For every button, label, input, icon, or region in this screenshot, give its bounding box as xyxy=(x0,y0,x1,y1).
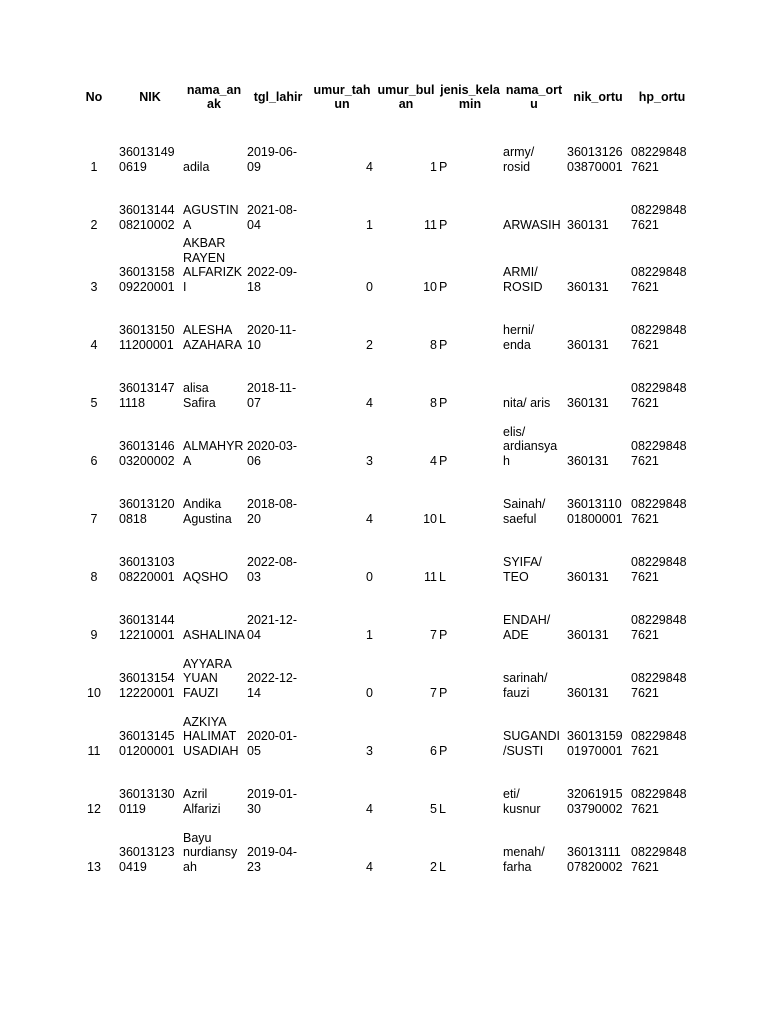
cell-no: 5 xyxy=(90,395,98,410)
cell-jenis-kelamin: P xyxy=(439,627,448,642)
table-row xyxy=(70,820,694,878)
table-row xyxy=(70,178,694,236)
cell-no: 12 xyxy=(87,801,101,816)
cell-tgl-lahir: 2020-03- 06 xyxy=(247,439,298,468)
header-umur-bulan: umur_bul an xyxy=(377,82,435,111)
cell-nik: 36013144 08210002 xyxy=(119,203,175,232)
cell-nama-ortu: herni/ enda xyxy=(503,323,535,352)
cell-nama-anak: adila xyxy=(183,159,210,174)
cell-tgl-lahir: 2019-04- 23 xyxy=(247,845,298,874)
cell-jenis-kelamin: P xyxy=(439,395,448,410)
cell-nik-ortu: 36013111 07820002 xyxy=(567,845,623,874)
cell-umur-bulan: 10 xyxy=(423,279,437,294)
cell-nama-anak: alisa Safira xyxy=(183,381,216,410)
cell-umur-tahun: 4 xyxy=(366,511,373,526)
cell-no: 10 xyxy=(87,685,101,700)
cell-no: 13 xyxy=(87,859,101,874)
cell-tgl-lahir: 2019-01- 30 xyxy=(247,787,298,816)
cell-tgl-lahir: 2022-08- 03 xyxy=(247,555,298,584)
table-body xyxy=(70,120,694,878)
table-row xyxy=(70,414,694,472)
header-nama-ortu: nama_ort u xyxy=(505,82,563,111)
cell-umur-tahun: 4 xyxy=(366,395,373,410)
cell-umur-bulan: 8 xyxy=(430,337,437,352)
cell-no: 6 xyxy=(90,453,98,468)
cell-nik: 36013149 0619 xyxy=(119,145,175,174)
cell-nama-anak: Bayu nurdiansy ah xyxy=(183,830,238,874)
cell-hp-ortu: 08229848 7621 xyxy=(631,145,687,174)
cell-nama-ortu: SYIFA/ TEO xyxy=(503,555,542,584)
cell-hp-ortu: 08229848 7621 xyxy=(631,439,687,468)
header-hp-ortu: hp_ortu xyxy=(638,89,686,104)
cell-nama-anak: ALMAHYR A xyxy=(183,439,244,468)
cell-nama-anak: ALESHA AZAHARA xyxy=(183,323,243,352)
cell-nik: 36013150 11200001 xyxy=(119,323,175,352)
cell-nik-ortu: 360131 xyxy=(567,627,609,642)
cell-tgl-lahir: 2021-12- 04 xyxy=(247,613,298,642)
table-row xyxy=(70,588,694,646)
cell-umur-bulan: 11 xyxy=(424,217,437,232)
table-row xyxy=(70,762,694,820)
cell-nama-ortu: Sainah/ saeful xyxy=(503,497,546,526)
cell-no: 1 xyxy=(90,159,98,174)
cell-hp-ortu: 08229848 7621 xyxy=(631,613,687,642)
cell-umur-bulan: 7 xyxy=(430,685,437,700)
cell-nama-anak: AGUSTIN A xyxy=(183,203,239,232)
cell-nama-ortu: nita/ aris xyxy=(503,395,551,410)
cell-nik-ortu: 360131 xyxy=(567,395,609,410)
cell-tgl-lahir: 2022-09- 18 xyxy=(247,265,298,294)
cell-umur-tahun: 3 xyxy=(366,743,373,758)
cell-nik: 36013145 01200001 xyxy=(119,729,175,758)
cell-nik: 36013103 08220001 xyxy=(119,555,175,584)
cell-umur-bulan: 8 xyxy=(430,395,437,410)
cell-umur-bulan: 11 xyxy=(424,569,437,584)
cell-umur-tahun: 1 xyxy=(366,627,373,642)
cell-umur-tahun: 4 xyxy=(366,801,373,816)
cell-hp-ortu: 08229848 7621 xyxy=(631,555,687,584)
cell-nama-anak: Azril Alfarizi xyxy=(183,787,221,816)
cell-nama-ortu: army/ rosid xyxy=(503,145,535,174)
cell-no: 2 xyxy=(90,217,98,232)
cell-umur-tahun: 3 xyxy=(366,453,373,468)
cell-jenis-kelamin: L xyxy=(439,511,446,526)
cell-hp-ortu: 08229848 7621 xyxy=(631,497,687,526)
cell-tgl-lahir: 2022-12- 14 xyxy=(247,671,298,700)
cell-nik-ortu: 32061915 03790002 xyxy=(567,787,623,816)
cell-nik-ortu: 360131 xyxy=(567,217,609,232)
cell-hp-ortu: 08229848 7621 xyxy=(631,787,687,816)
cell-nama-ortu: SUGANDI /SUSTI xyxy=(503,729,560,758)
cell-hp-ortu: 08229848 7621 xyxy=(631,265,687,294)
cell-no: 3 xyxy=(90,279,98,294)
cell-nama-anak: AKBAR RAYEN ALFARIZKI xyxy=(183,236,243,294)
cell-nama-anak: ASHALINA xyxy=(183,627,245,642)
cell-umur-tahun: 4 xyxy=(366,859,373,874)
cell-nama-anak: AQSHO xyxy=(183,569,229,584)
cell-nama-anak: AYYARA YUAN FAUZI xyxy=(183,656,232,700)
cell-no: 9 xyxy=(90,627,98,642)
cell-umur-bulan: 1 xyxy=(430,159,437,174)
cell-hp-ortu: 08229848 7621 xyxy=(631,729,687,758)
cell-nik: 36013147 1118 xyxy=(119,381,175,410)
cell-jenis-kelamin: L xyxy=(439,801,446,816)
cell-nama-ortu: ARMI/ ROSID xyxy=(503,265,543,294)
header-nik: NIK xyxy=(139,89,161,104)
cell-jenis-kelamin: P xyxy=(439,685,448,700)
cell-nik-ortu: 360131 xyxy=(567,685,609,700)
cell-jenis-kelamin: P xyxy=(439,743,448,758)
cell-hp-ortu: 08229848 7621 xyxy=(631,381,687,410)
table-row xyxy=(70,356,694,414)
cell-umur-bulan: 10 xyxy=(423,511,437,526)
cell-nama-ortu: eti/ kusnur xyxy=(503,787,541,816)
cell-nik: 36013123 0419 xyxy=(119,845,175,874)
cell-jenis-kelamin: L xyxy=(439,569,446,584)
cell-umur-bulan: 7 xyxy=(430,627,437,642)
cell-nik: 36013130 0119 xyxy=(119,787,175,816)
cell-nik-ortu: 36013126 03870001 xyxy=(567,145,623,174)
cell-nama-ortu: elis/ ardiansya h xyxy=(503,424,558,468)
cell-tgl-lahir: 2018-08- 20 xyxy=(247,497,298,526)
cell-jenis-kelamin: P xyxy=(439,159,448,174)
cell-nik-ortu: 360131 xyxy=(567,569,609,584)
cell-umur-bulan: 2 xyxy=(430,859,437,874)
cell-nik-ortu: 36013110 01800001 xyxy=(567,497,623,526)
cell-jenis-kelamin: L xyxy=(439,859,446,874)
cell-umur-tahun: 0 xyxy=(366,569,373,584)
cell-umur-bulan: 4 xyxy=(430,453,437,468)
cell-umur-tahun: 2 xyxy=(366,337,373,352)
cell-umur-bulan: 6 xyxy=(430,743,437,758)
cell-nik: 36013154 12220001 xyxy=(119,671,175,700)
cell-umur-bulan: 5 xyxy=(430,801,437,816)
cell-hp-ortu: 08229848 7621 xyxy=(631,845,687,874)
header-nik-ortu: nik_ortu xyxy=(573,89,623,104)
cell-nama-ortu: menah/ farha xyxy=(503,845,545,874)
cell-nama-ortu: ARWASIH xyxy=(503,217,561,232)
header-nama-anak: nama_an ak xyxy=(186,82,242,111)
header-jenis-kelamin: jenis_kela min xyxy=(440,82,500,111)
table-row xyxy=(70,704,694,762)
table-row xyxy=(70,298,694,356)
header-umur-tahun: umur_tah un xyxy=(313,82,371,111)
cell-tgl-lahir: 2019-06- 09 xyxy=(247,145,298,174)
cell-nik-ortu: 360131 xyxy=(567,453,609,468)
cell-hp-ortu: 08229848 7621 xyxy=(631,323,687,352)
cell-no: 11 xyxy=(87,743,101,758)
cell-nama-ortu: ENDAH/ ADE xyxy=(503,613,551,642)
cell-hp-ortu: 08229848 7621 xyxy=(631,203,687,232)
cell-tgl-lahir: 2018-11- 07 xyxy=(247,381,297,410)
cell-tgl-lahir: 2020-01- 05 xyxy=(247,729,298,758)
cell-nik: 36013158 09220001 xyxy=(119,265,175,294)
data-table xyxy=(70,74,694,878)
cell-jenis-kelamin: P xyxy=(439,279,448,294)
cell-nik-ortu: 360131 xyxy=(567,337,609,352)
cell-nik: 36013144 12210001 xyxy=(119,613,175,642)
cell-hp-ortu: 08229848 7621 xyxy=(631,671,687,700)
cell-jenis-kelamin: P xyxy=(439,453,448,468)
cell-no: 4 xyxy=(90,337,98,352)
table-row xyxy=(70,472,694,530)
cell-no: 8 xyxy=(90,569,98,584)
header-tgl-lahir: tgl_lahir xyxy=(253,89,303,104)
cell-nama-ortu: sarinah/ fauzi xyxy=(503,671,548,700)
cell-umur-tahun: 0 xyxy=(366,279,373,294)
cell-nik: 36013120 0818 xyxy=(119,497,175,526)
header-row xyxy=(70,74,694,120)
table-row xyxy=(70,120,694,178)
cell-nik-ortu: 360131 xyxy=(567,279,609,294)
table-row xyxy=(70,236,694,298)
cell-tgl-lahir: 2020-11- 10 xyxy=(247,323,297,352)
table-row xyxy=(70,646,694,704)
table-row xyxy=(70,530,694,588)
cell-tgl-lahir: 2021-08- 04 xyxy=(247,203,298,232)
cell-umur-tahun: 0 xyxy=(366,685,373,700)
cell-nik: 36013146 03200002 xyxy=(119,439,175,468)
cell-jenis-kelamin: P xyxy=(439,337,448,352)
cell-umur-tahun: 4 xyxy=(366,159,373,174)
cell-nik-ortu: 36013159 01970001 xyxy=(567,729,623,758)
cell-jenis-kelamin: P xyxy=(439,217,448,232)
cell-nama-anak: Andika Agustina xyxy=(183,497,232,526)
cell-no: 7 xyxy=(90,511,98,526)
header-no: No xyxy=(85,89,103,104)
cell-umur-tahun: 1 xyxy=(366,217,373,232)
cell-nama-anak: AZKIYA HALIMAT USADIAH xyxy=(183,714,239,758)
